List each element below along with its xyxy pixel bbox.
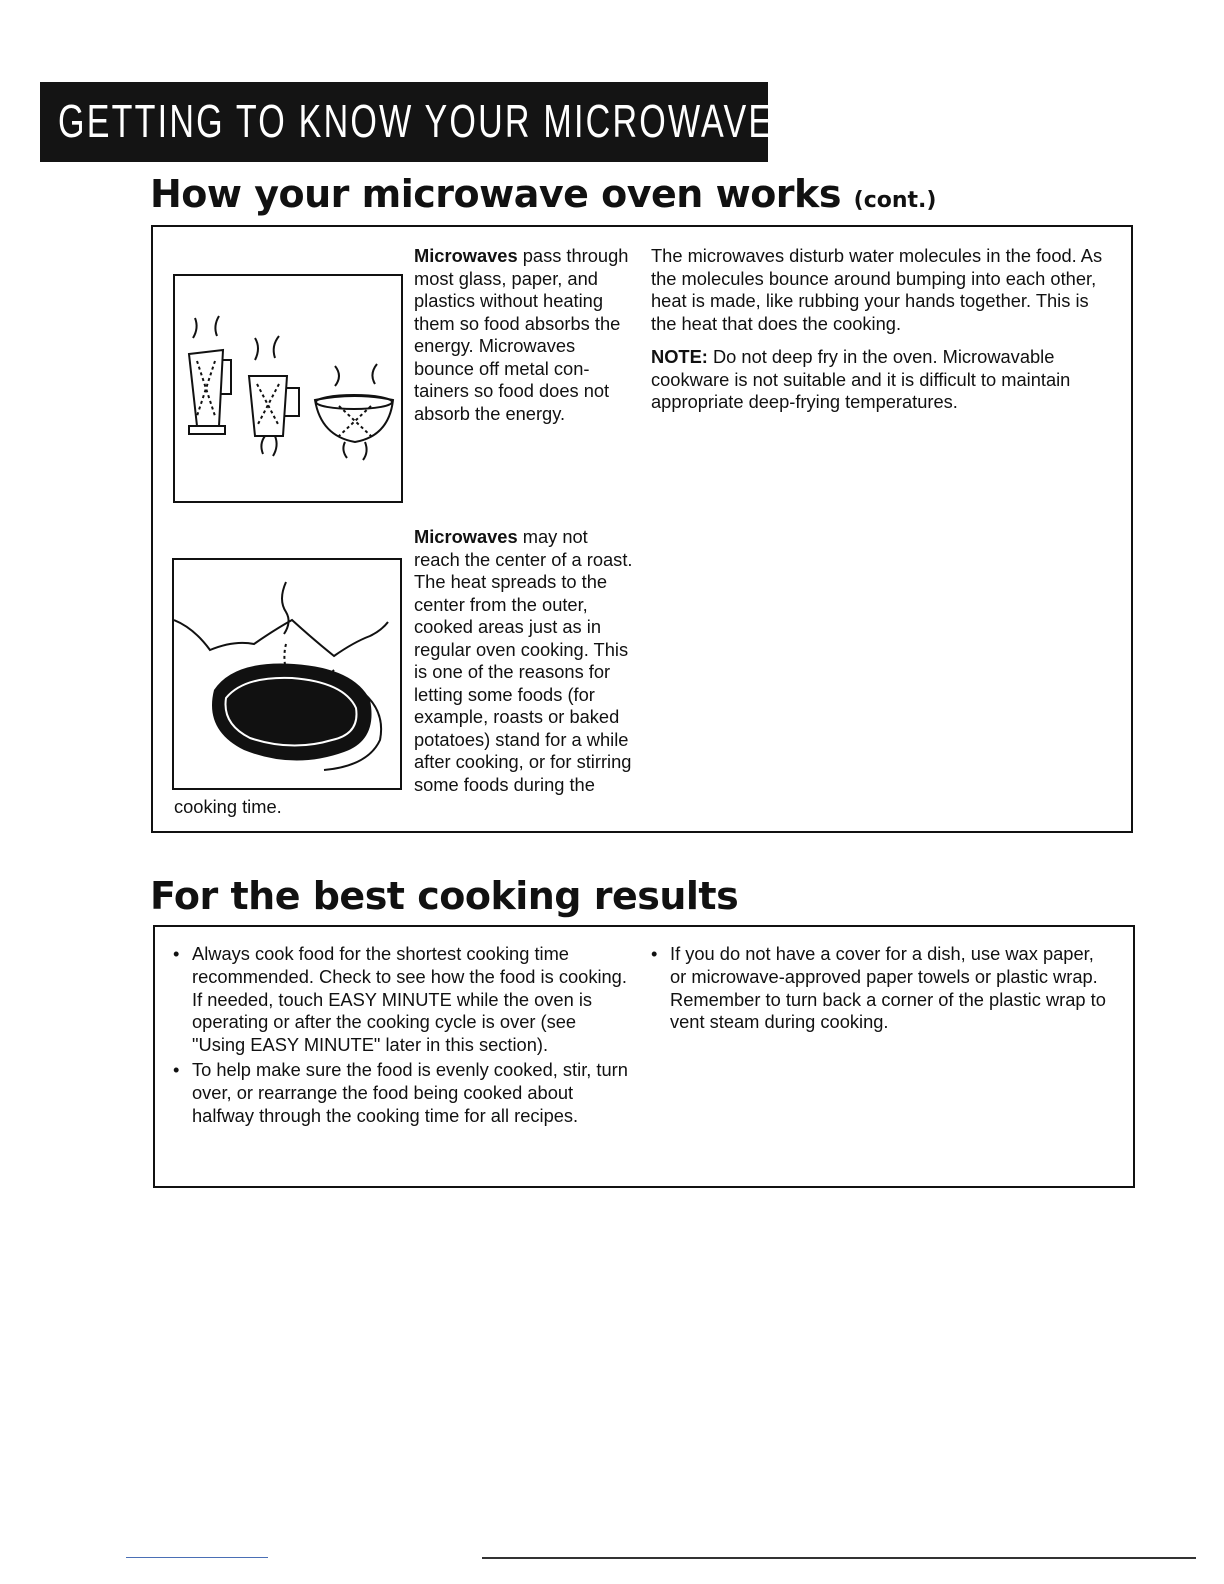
water-molecules-paragraph — [651, 245, 1111, 335]
note-text: Do not deep fry in the oven. Microwavable cookware is not suitable and it is difficult to maintain appropriate deep-frying temperatures. — [651, 346, 1071, 412]
paragraph-bold-lead: Microwaves — [414, 245, 518, 266]
paragraph-text: pass through most glass, paper, and plastics without heating them so food absorbs the energy. Microwaves bounce off metal con-tainers so food does not absorb the energy. — [414, 245, 629, 424]
footer-rule-left — [126, 1557, 268, 1558]
heading-suffix: (cont.) — [853, 188, 937, 213]
right-bullet-list — [650, 943, 1110, 1036]
section-heading-how-it-works — [150, 172, 936, 216]
note-paragraph — [651, 346, 1111, 414]
note-label: NOTE: — [651, 346, 708, 367]
microwaves-roast-paragraph — [174, 526, 634, 819]
heading-text: For the best cooking results — [150, 874, 739, 918]
paragraph-text: may not reach the center of a roast. The heat spreads to the center from the outer, cooked areas just as in regular oven cooking. This is one of the reasons for letting some foods (for example, roasts or baked potatoes) stand for a while after cooking, or for stirring some foods during the cooking time. — [174, 526, 633, 817]
list-item: • If you do not have a cover for a dish, use wax paper, or microwave-approved paper towels or plastic wrap. Remember to turn back a corner of the plastic wrap to vent steam during cooking. — [650, 943, 1110, 1034]
paragraph-bold-lead: Microwaves — [414, 526, 518, 547]
microwaves-pass-through-paragraph — [174, 245, 634, 501]
heading-text: How your microwave oven works — [150, 172, 841, 216]
left-bullet-list — [172, 943, 628, 1129]
section-heading-best-results — [150, 874, 738, 918]
footer-rule-right — [482, 1557, 1196, 1559]
banner-title: GETTING TO KNOW YOUR MICROWAVE OVEN — [58, 95, 891, 147]
paragraph-text: The microwaves disturb water molecules in the food. As the molecules bounce around bumping into each other, heat is made, like rubbing your hands together. This is the heat that does the cooking. — [651, 245, 1103, 334]
list-item: • To help make sure the food is evenly cooked, stir, turn over, or rearrange the food being cooked about halfway through the cooking time for all recipes. — [172, 1059, 628, 1127]
list-item: • Always cook food for the shortest cooking time recommended. Check to see how the food is cooking. If needed, touch EASY MINUTE while the oven is operating or after the cooking cycle is over (see "Using EASY MINUTE" later in this section). — [172, 943, 628, 1057]
